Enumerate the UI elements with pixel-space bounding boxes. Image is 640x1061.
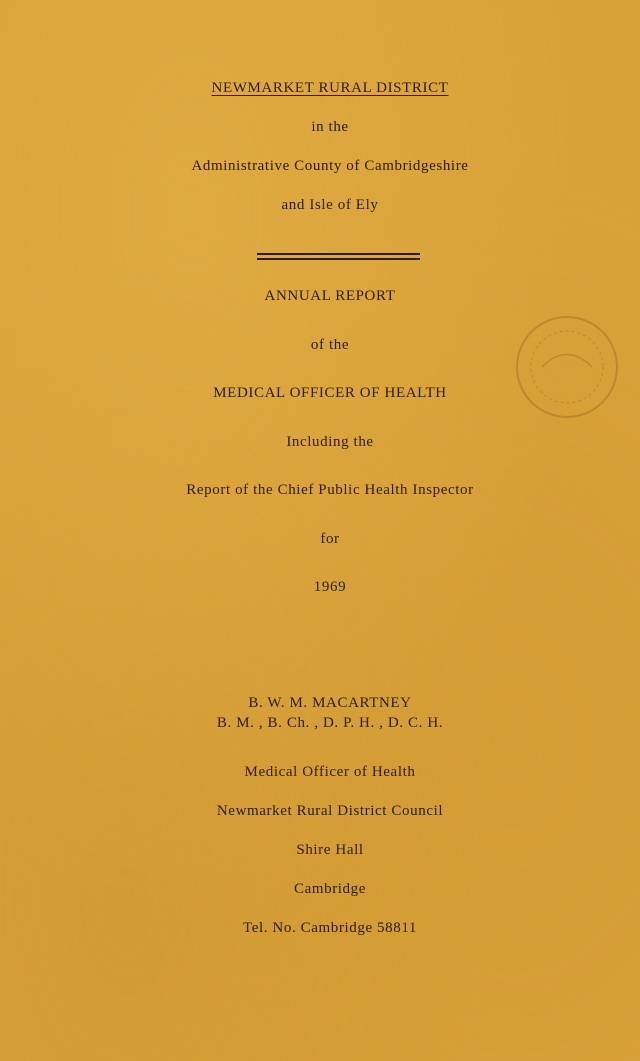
double-rule-bottom [257,258,420,260]
author-degrees: B. M. , B. Ch. , D. P. H. , D. C. H. [216,715,444,731]
isle-text: and Isle of Ely [281,197,379,213]
building-name: Shire Hall [296,842,364,858]
including-text: Including the [286,434,374,450]
annual-report-title: ANNUAL REPORT [264,288,396,304]
phone-number: Tel. No. Cambridge 58811 [242,920,418,936]
author-role: Medical Officer of Health [244,764,416,780]
inspector-text: Report of the Chief Public Health Inspector [186,482,474,498]
county-text: Administrative County of Cambridgeshire [191,158,469,174]
library-stamp-icon [512,312,622,422]
officer-title: MEDICAL OFFICER OF HEALTH [213,385,447,401]
double-rule-top [257,253,420,255]
of-the-text: of the [310,337,350,353]
author-name: B. W. M. MACARTNEY [248,695,412,711]
district-heading: NEWMARKET RURAL DISTRICT [211,80,449,96]
council-name: Newmarket Rural District Council [216,803,444,819]
in-the-text: in the [311,119,349,135]
for-text: for [320,531,340,547]
city-name: Cambridge [293,881,367,897]
report-year: 1969 [313,579,347,595]
